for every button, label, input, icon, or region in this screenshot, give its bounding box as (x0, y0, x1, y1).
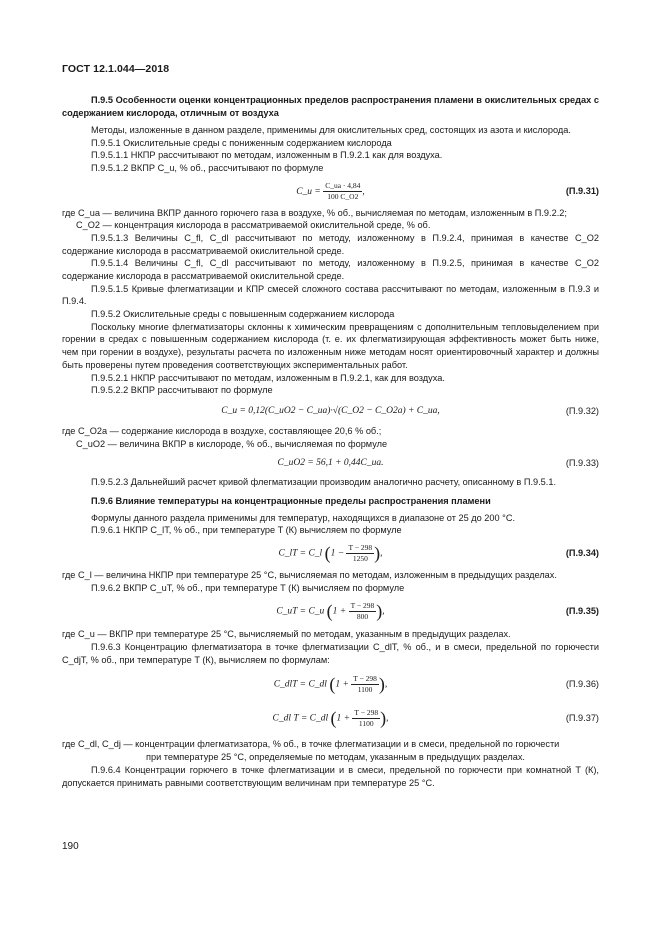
formula-bracket-term: 1 + (335, 680, 349, 691)
fraction-numerator: C_ua · 4,84 (323, 181, 362, 192)
where-clause: где C_ua — величина ВКПР данного горючего газа в воздухе, % об., вычисляемая по методам, изложенным в П.9.2.2; (62, 207, 567, 218)
paragraph: П.9.5.2.3 Дальнейший расчет кривой флегматизации производим аналогично расчету, описанному в П.9.5.1. (91, 477, 556, 488)
formula-9-33 (62, 450, 599, 476)
formula-fraction (346, 543, 374, 565)
formula-number: (П.9.33) (565, 458, 599, 469)
fraction-denominator: 1250 (352, 553, 368, 563)
formula-lhs: C_dlT = C_dl (273, 680, 327, 691)
formula-number: (П.9.37) (565, 713, 599, 724)
formula-number: (П.9.35) (565, 606, 599, 617)
section-title-9-6: П.9.6 Влияние температуры на концентрационные пределы распространения пламени (91, 495, 491, 506)
formula-bracket-term: 1 − (330, 548, 345, 559)
paragraph: П.9.6.1 НКПР C_lT, % об., при температуре T (К) вычисляем по формуле (91, 525, 402, 536)
paragraph: П.9.5.1.3 Величины C_fl, C_dl рассчитывают по методу, изложенному в П.9.2.4, принимая в качестве C_O2 содержание кислорода в рассматриваемой окислительной среде. (62, 232, 599, 256)
formula-number: (П.9.31) (565, 185, 599, 196)
paragraph: П.9.5.2.1 НКПР рассчитывают по методам, изложенным в П.9.2.1, как для воздуха. (91, 372, 445, 383)
formula-lhs: C_u = (296, 186, 321, 197)
section-title-9-5: П.9.5 Особенности оценки концентрационных пределов распространения пламени в окислительных средах с содержанием кислорода, отличным от воздуха (62, 95, 599, 119)
paragraph: П.9.5.2.2 ВКПР рассчитывают по формуле (91, 385, 273, 396)
formula-9-32 (62, 397, 599, 425)
fraction-denominator: 1100 (358, 719, 374, 729)
formula-bracket-term: 1 + (332, 607, 347, 618)
formula-9-31: C_u = $\frac{C\_ua \cdot 4,84}{100 C\_O2}$ , (П.9.31) (296, 180, 599, 201)
fraction-denominator: 100 C_O2 (327, 191, 359, 201)
formula-expression: C_uO2 = 56,1 + 0,44C_ua. (277, 458, 384, 469)
fraction-denominator: 1100 (357, 685, 373, 695)
formula-fraction (352, 708, 380, 730)
formula-fraction (323, 181, 362, 203)
paragraph: П.9.5.1.5 Кривые флегматизации и КПР смесей сложного состава рассчитывают по методам, изложенным в П.9.3 и П.9.4. (62, 283, 599, 307)
paragraph: П.9.5.2 Окислительные среды с повышенным содержанием кислорода (91, 309, 395, 320)
where-clause: C_uO2 — величина ВКПР в кислороде, % об., вычисляемая по формуле (76, 438, 388, 449)
formula-number: (П.9.34) (565, 548, 599, 559)
formula-lhs: C_lT = C_l (278, 548, 323, 559)
paragraph: П.9.6.4 Концентрации горючего в точке флегматизации и в смеси, предельной по горючести при комнатной T (К), допускается принимать равными соответствующим величинам при температуре 25 °С. (62, 764, 599, 788)
formula-9-36: C_dlT = C_dl (1 + $\frac{T - 298}{1100}$ ), (П.9.36) (273, 674, 599, 695)
paragraph: П.9.5.1 Окислительные среды с пониженным содержанием кислорода (91, 137, 392, 148)
paragraph: П.9.5.1.2 ВКПР C_u, % об., рассчитывают по формуле (91, 162, 324, 173)
fraction-numerator: T − 298 (349, 601, 377, 612)
formula-number: (П.9.32) (565, 405, 599, 416)
paragraph: П.9.5.1.1 НКПР рассчитывают по методам, изложенным в П.9.2.1 как для воздуха. (91, 150, 443, 161)
where-clause: C_O2 — концентрация кислорода в рассматриваемой окислительной среде, % об. (76, 220, 431, 231)
paragraph: П.9.6.3 Концентрацию флегматизатора в точке флегматизации C_dlT, % об., и в смеси, предельной по горючести C_djT, % об., при температуре T (К), вычисляем по формулам: (62, 642, 599, 665)
where-clause: где C_l — величина НКПР при температуре 25 °С, вычисляемая по методам, изложенным в предыдущих разделах. (62, 570, 557, 581)
document-header: ГОСТ 12.1.044—2018 (62, 63, 170, 75)
where-clause: где C_u — ВКПР при температуре 25 °С, вычисляемый по методам, указанным в предыдущих разделах. (62, 629, 511, 640)
formula-fraction (349, 601, 377, 623)
paragraph: П.9.5.1.4 Величины C_fl, C_dl рассчитывают по методу, изложенному в П.9.2.5, принимая в качестве C_O2 содержание кислорода в рассматриваемой окислительной среде. (62, 258, 599, 282)
formula-lhs: C_dl T = C_dl (272, 714, 329, 725)
fraction-denominator: 800 (356, 612, 369, 622)
formula-lhs: C_uT = C_u (276, 607, 325, 618)
formula-expression: C_u = 0,12(C_uO2 − C_ua)·√(C_O2 − C_O2a) + C_ua, (221, 405, 440, 416)
fraction-numerator: T − 298 (352, 708, 380, 719)
where-clause: при температуре 25 °С, определяемые по методам, указанным в предыдущих разделах. (146, 752, 525, 763)
where-clause: где C_dl, C_dj — концентрации флегматизатора, % об., в точке флегматизации и в смеси, предельной по горючести (62, 739, 560, 750)
paragraph: Поскольку многие флегматизаторы склонны к химическим превращениям с дополнительным тепловыделением при горении в средах с повышенным содержанием кислорода (т. е. их флегматизирующая эффективность может быть ниже, чем при горении в воздухе), результаты расчета по изложенным ниже методам носят ориентировочный характер и должны быть проверены путем проведения соответствующих экспериментальных работ. (62, 321, 599, 370)
paragraph: П.9.6.2 ВКПР C_uT, % об., при температуре T (К) вычисляем по формуле (91, 582, 405, 593)
where-clause: где C_O2a — содержание кислорода в воздухе, составляющее 20,6 % об.; (62, 425, 382, 436)
formula-9-35: C_uT = C_u (1 + $\frac{T - 298}{800}$ ), (П.9.35) (276, 601, 599, 622)
page-number: 190 (62, 841, 79, 852)
fraction-numerator: T − 298 (346, 543, 374, 554)
paragraph: Формулы данного раздела применимы для температур, находящихся в диапазоне от 25 до 200 °С. (91, 512, 516, 523)
formula-9-37: C_dl T = C_dl (1 + $\frac{T - 298}{1100}$ ), (П.9.37) (272, 708, 599, 729)
formula-bracket-term: 1 + (336, 714, 351, 725)
formula-number: (П.9.36) (565, 679, 599, 690)
fraction-numerator: T − 298 (351, 674, 379, 685)
formula-fraction (351, 674, 379, 696)
paragraph: Методы, изложенные в данном разделе, применимы для окислительных сред, состоящих из азота и кислорода. (91, 124, 571, 135)
formula-9-34: C_lT = C_l (1 − $\frac{T - 298}{1250}$ ), (П.9.34) (278, 542, 599, 564)
